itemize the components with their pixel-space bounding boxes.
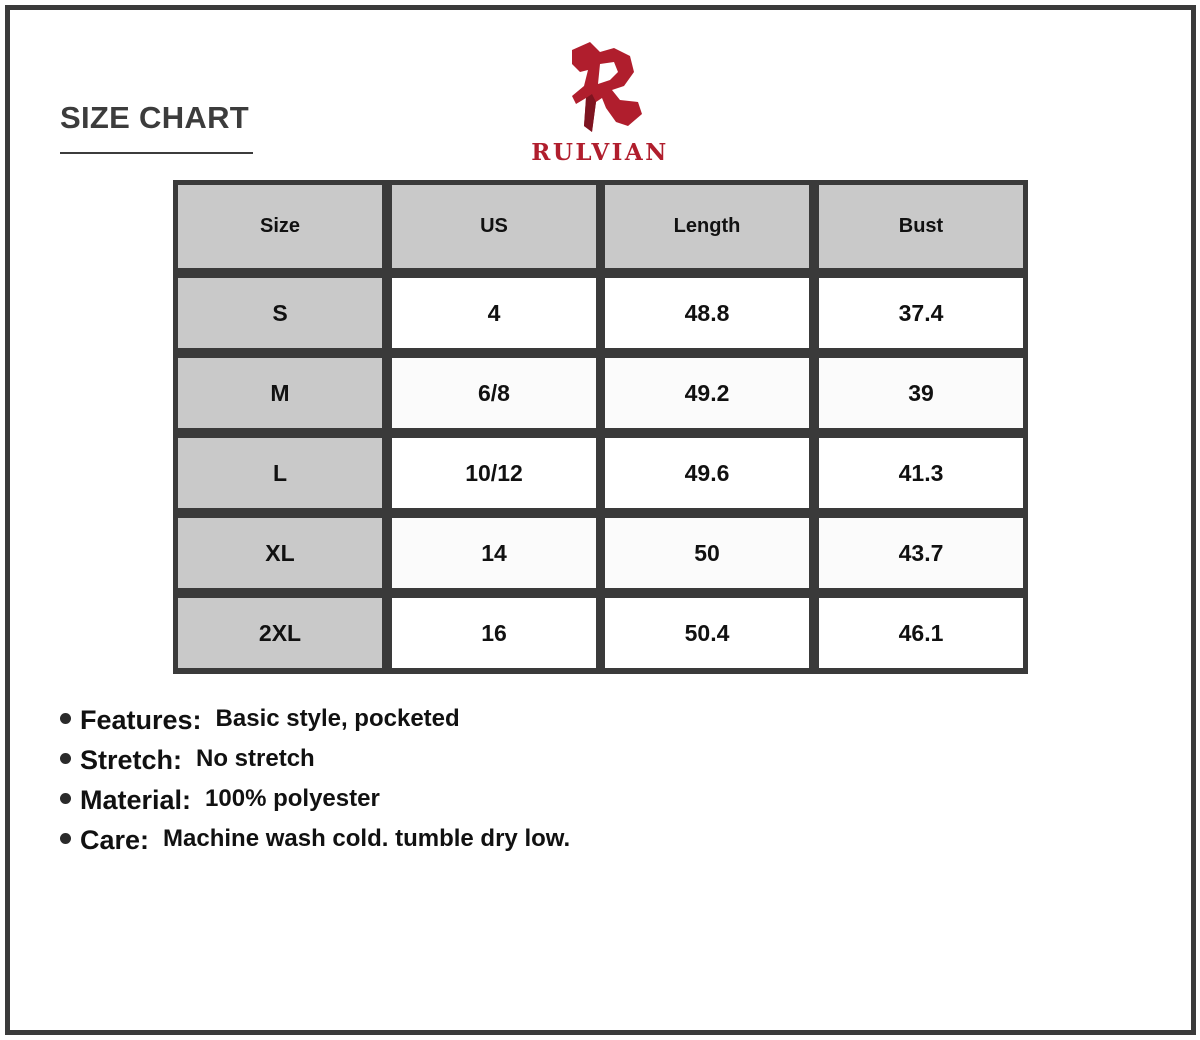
table-cell-length: 50.4 [605, 598, 809, 668]
spec-value: 100% polyester [205, 785, 380, 812]
spec-label: Material: [80, 785, 192, 815]
table-cell-bust: 39 [819, 358, 1023, 428]
table-cell-size: S [178, 278, 382, 348]
spec-item [60, 745, 1140, 785]
table-cell-us: 16 [392, 598, 596, 668]
table-cell-us: 4 [392, 278, 596, 348]
spec-label: Care: [80, 825, 150, 855]
spec-value: Basic style, pocketed [215, 705, 460, 732]
table-cell-size: XL [178, 518, 382, 588]
table-cell-us: 6/8 [392, 358, 596, 428]
table-cell-size: 2XL [178, 598, 382, 668]
spec-label: Stretch: [80, 745, 183, 775]
table-cell-bust: 43.7 [819, 518, 1023, 588]
table-cell-length: 49.2 [605, 358, 809, 428]
r-monogram-icon [562, 42, 642, 132]
table-cell-bust: 46.1 [819, 598, 1023, 668]
spec-item [60, 785, 1140, 825]
spec-item [60, 825, 1140, 865]
bullet-icon [60, 833, 71, 844]
table-cell-length: 50 [605, 518, 809, 588]
spec-label: Features: [80, 705, 202, 735]
table-cell-us: 14 [392, 518, 596, 588]
spec-value: Machine wash cold. tumble dry low. [163, 825, 571, 852]
size-table [173, 180, 1028, 674]
bullet-icon [60, 753, 71, 764]
table-cell-size: L [178, 438, 382, 508]
table-cell-length: 49.6 [605, 438, 809, 508]
header-cell-bust: Bust [819, 185, 1023, 268]
brand-name: RULVIAN [531, 139, 669, 166]
bullet-icon [60, 793, 71, 804]
header-cell-size: Size [178, 185, 382, 268]
header-cell-length: Length [605, 185, 809, 268]
header-cell-us: US [392, 185, 596, 268]
table-cell-size: M [178, 358, 382, 428]
table-cell-us: 10/12 [392, 438, 596, 508]
table-cell-bust: 41.3 [819, 438, 1023, 508]
table-cell-length: 48.8 [605, 278, 809, 348]
title-underline [60, 152, 253, 154]
table-cell-bust: 37.4 [819, 278, 1023, 348]
page-title: SIZE CHART [60, 100, 249, 135]
brand-logo [520, 42, 680, 167]
spec-item [60, 705, 1140, 745]
bullet-icon [60, 713, 71, 724]
spec-value: No stretch [196, 745, 315, 772]
spec-list [60, 705, 1140, 865]
